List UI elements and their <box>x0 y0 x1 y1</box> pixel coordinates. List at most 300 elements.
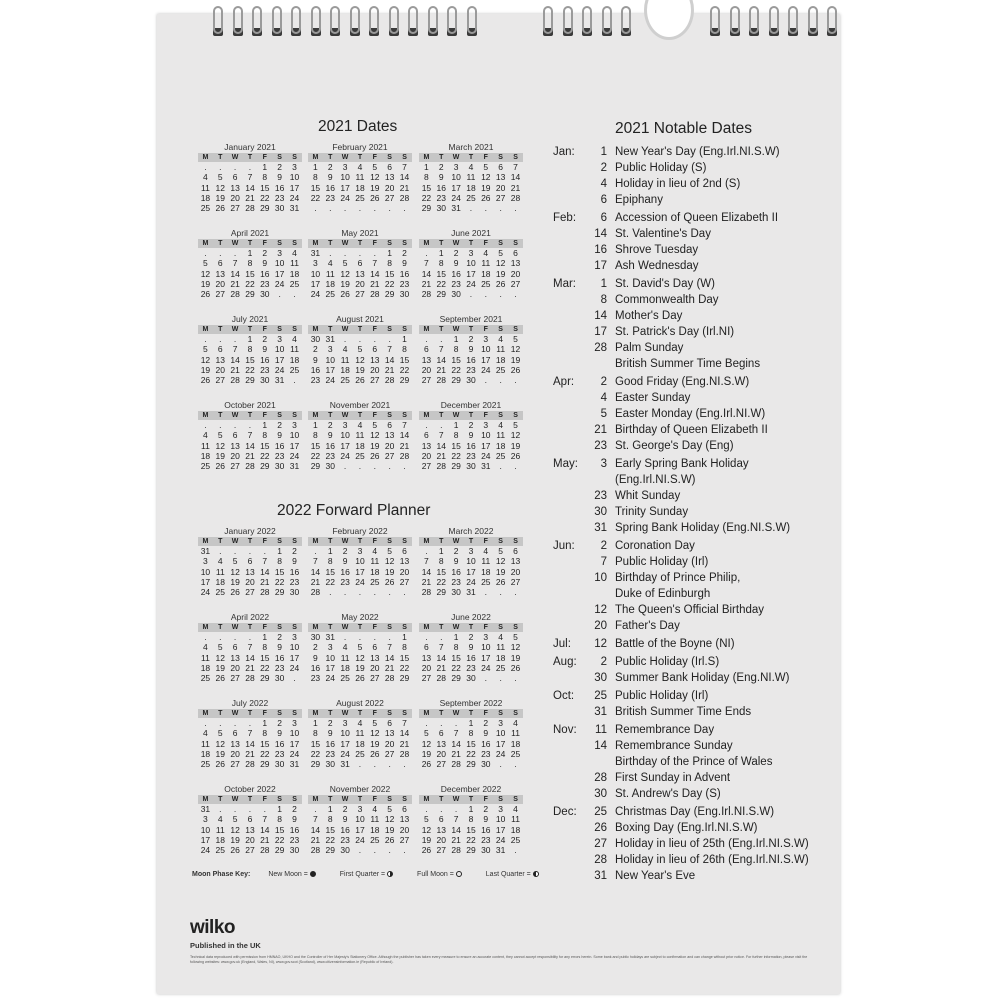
notable-event: Ash Wednesday <box>615 260 699 272</box>
weekday-header: S <box>287 537 302 546</box>
notable-date-row <box>553 688 833 704</box>
weekday-header: T <box>353 239 368 248</box>
day-cell: 10 <box>289 430 300 441</box>
notable-date-row <box>553 226 833 242</box>
day-cell: 23 <box>340 834 350 845</box>
day-cell: . <box>388 759 391 770</box>
notable-event: Public Holiday (Irl) <box>615 556 709 568</box>
day-cell: 15 <box>245 268 255 279</box>
day-cell: 8 <box>247 258 253 269</box>
day-cell: 25 <box>289 364 300 375</box>
weekday-header: S <box>397 411 412 420</box>
day-cell: 5 <box>217 728 223 739</box>
weekday-header: M <box>419 411 434 420</box>
day-cell: 6 <box>402 804 407 814</box>
day-cell: . <box>219 546 222 556</box>
weekday-header: F <box>478 411 493 420</box>
notable-day <box>587 472 615 488</box>
day-cell: . <box>440 632 443 642</box>
day-cell: 21 <box>451 834 461 845</box>
day-cell: 8 <box>262 642 268 653</box>
day-cell: 24 <box>355 576 365 587</box>
notable-event: Early Spring Bank Holiday <box>615 458 749 470</box>
day-cell: 17 <box>355 824 365 835</box>
day-cell: 17 <box>481 354 491 365</box>
day-cell: 2 <box>468 334 474 344</box>
full-moon-icon <box>456 871 462 877</box>
day-cell: 20 <box>370 364 380 375</box>
binding-ring <box>730 6 740 34</box>
month-table <box>308 623 412 683</box>
day-cell: 12 <box>370 430 380 441</box>
day-cell: . <box>440 718 443 728</box>
day-cell: . <box>343 203 347 214</box>
notable-month-label <box>553 160 587 176</box>
day-cell: 5 <box>372 718 378 728</box>
day-cell: . <box>358 203 362 214</box>
month-title: July 2022 <box>231 698 269 708</box>
month-table <box>419 537 523 597</box>
weekday-header: T <box>434 325 449 334</box>
month-table <box>419 239 523 299</box>
day-cell: 22 <box>310 192 321 203</box>
weekday-header: S <box>493 795 508 804</box>
day-cell: 15 <box>274 824 285 835</box>
day-cell: . <box>425 420 428 430</box>
day-cell: 29 <box>466 759 476 770</box>
day-cell: 9 <box>483 814 489 825</box>
day-cell: 8 <box>438 258 444 269</box>
day-cell: 28 <box>399 450 410 461</box>
day-cell: . <box>329 587 332 598</box>
day-cell: 16 <box>466 652 476 663</box>
weekday-header: S <box>397 325 412 334</box>
weekday-header: W <box>338 709 353 718</box>
day-cell: 1 <box>327 546 333 556</box>
day-cell: 29 <box>421 203 432 214</box>
day-cell: 18 <box>200 748 211 759</box>
day-cell: 9 <box>262 258 268 269</box>
day-cell: 7 <box>402 420 407 430</box>
month-calendar <box>198 698 302 769</box>
day-cell: . <box>403 203 406 214</box>
day-cell: 2 <box>277 420 282 430</box>
day-cell: 29 <box>451 375 461 386</box>
day-cell: . <box>425 546 428 556</box>
day-cell: 19 <box>510 652 521 663</box>
day-cell: 26 <box>384 834 395 845</box>
day-cell: 4 <box>498 420 503 430</box>
day-cell: 28 <box>245 673 255 684</box>
notable-day: 10 <box>594 572 607 584</box>
notable-event: Birthday of Prince Philip, <box>615 572 741 584</box>
day-cell: 24 <box>355 834 365 845</box>
day-cell: 23 <box>466 450 476 461</box>
day-cell: 22 <box>421 192 432 203</box>
day-cell: 4 <box>498 632 503 642</box>
month-calendar <box>308 612 412 683</box>
day-cell: 8 <box>262 172 268 183</box>
notable-date-row <box>553 324 833 340</box>
notable-month-label <box>553 868 587 884</box>
day-cell: . <box>343 587 347 598</box>
day-cell: 4 <box>292 248 297 258</box>
weekday-header: T <box>464 709 479 718</box>
notable-date-row <box>553 704 833 720</box>
day-cell: . <box>248 632 252 642</box>
day-cell: . <box>263 546 266 556</box>
day-cell: 14 <box>510 172 521 183</box>
day-cell: 29 <box>451 673 461 684</box>
notable-date-row <box>553 554 833 570</box>
day-cell: 29 <box>399 673 410 684</box>
day-cell: 11 <box>325 268 335 279</box>
day-cell: 13 <box>230 182 240 193</box>
notable-month-label: Feb: <box>553 212 577 224</box>
notable-event: Shrove Tuesday <box>615 244 699 256</box>
day-cell: 8 <box>277 556 282 567</box>
month-calendar <box>308 314 412 385</box>
moon-key-label: Moon Phase Key: <box>192 871 251 878</box>
day-cell: 2 <box>262 334 268 344</box>
day-cell: 14 <box>260 824 270 835</box>
notable-month-label <box>553 570 587 586</box>
binding-ring <box>428 6 438 34</box>
weekday-header: S <box>382 623 397 632</box>
day-cell: 29 <box>260 673 270 684</box>
day-cell: 5 <box>513 632 518 642</box>
day-cell: 13 <box>421 440 432 451</box>
day-cell: 1 <box>438 248 444 258</box>
day-cell: 20 <box>510 566 521 577</box>
day-cell: 18 <box>355 738 365 749</box>
day-cell: 25 <box>481 278 491 289</box>
day-cell: 21 <box>245 662 255 673</box>
day-cell: 14 <box>384 652 395 663</box>
day-cell: 24 <box>310 289 321 300</box>
day-cell: 18 <box>200 192 211 203</box>
notable-month-label: Dec: <box>553 806 577 818</box>
notable-month-label <box>553 754 587 770</box>
day-cell: 6 <box>372 642 378 653</box>
day-cell: 4 <box>372 546 378 556</box>
weekday-header: S <box>382 153 397 162</box>
day-cell: 25 <box>466 192 476 203</box>
day-cell: 1 <box>468 804 474 814</box>
day-cell: . <box>484 375 487 386</box>
notable-day: 14 <box>594 228 607 240</box>
weekday-header: F <box>367 325 382 334</box>
day-cell: 13 <box>495 172 506 183</box>
day-cell: 20 <box>495 182 506 193</box>
notable-day: 26 <box>594 822 607 834</box>
day-cell: 8 <box>327 814 333 825</box>
day-cell: . <box>373 203 376 214</box>
weekday-header: W <box>228 623 243 632</box>
notable-month-label <box>553 324 587 340</box>
first-quarter-moon-icon <box>387 871 393 877</box>
month-calendar <box>308 526 412 597</box>
day-cell: 28 <box>421 587 432 598</box>
day-cell: 10 <box>340 728 350 739</box>
notable-month-group <box>553 538 833 634</box>
day-cell: . <box>403 461 406 472</box>
day-cell: 28 <box>245 203 255 214</box>
day-cell: 9 <box>327 728 333 739</box>
weekday-header: W <box>449 411 464 420</box>
month-calendar <box>198 314 302 385</box>
notable-month-label <box>553 292 587 308</box>
day-cell: 17 <box>325 364 335 375</box>
day-cell: 4 <box>357 718 363 728</box>
day-cell: 27 <box>245 845 255 856</box>
day-cell: 4 <box>513 718 518 728</box>
spiral-binding <box>157 0 840 45</box>
day-cell: . <box>388 845 391 856</box>
day-cell: 16 <box>260 354 270 365</box>
day-cell: . <box>219 334 222 344</box>
day-cell: 3 <box>292 162 297 172</box>
day-cell: 22 <box>245 364 255 375</box>
month-table <box>419 623 523 683</box>
weekday-header: S <box>493 325 508 334</box>
weekday-header: T <box>353 153 368 162</box>
notable-date-row <box>553 654 833 670</box>
notable-month-group <box>553 654 833 686</box>
day-cell: 7 <box>247 430 253 441</box>
day-cell: . <box>499 203 502 214</box>
notable-month-label <box>553 176 587 192</box>
weekday-header: S <box>508 795 523 804</box>
day-cell: . <box>373 334 376 344</box>
day-cell: 13 <box>230 440 240 451</box>
day-cell: 2 <box>342 546 348 556</box>
month-title: April 2021 <box>230 228 270 238</box>
day-cell: 7 <box>247 728 253 739</box>
day-cell: 15 <box>451 652 461 663</box>
day-cell: 13 <box>245 566 255 577</box>
day-cell: 13 <box>230 652 240 663</box>
day-cell: . <box>373 248 376 258</box>
day-cell: 22 <box>325 834 335 845</box>
day-cell: 11 <box>340 652 350 663</box>
day-cell: 23 <box>260 278 270 289</box>
day-cell: 17 <box>340 440 350 451</box>
day-cell: 23 <box>436 192 446 203</box>
day-cell: 26 <box>230 845 240 856</box>
day-cell: 19 <box>215 662 225 673</box>
day-cell: 18 <box>289 268 300 279</box>
day-cell: . <box>233 162 237 172</box>
month-calendar <box>419 228 523 299</box>
day-cell: 11 <box>201 182 210 193</box>
day-cell: 12 <box>370 172 380 183</box>
day-cell: 13 <box>245 824 255 835</box>
day-cell: 26 <box>215 203 225 214</box>
day-cell: 1 <box>453 334 459 344</box>
day-cell: 18 <box>355 182 365 193</box>
day-cell: 17 <box>495 738 506 749</box>
weekday-header: M <box>308 795 323 804</box>
weekday-header: T <box>434 795 449 804</box>
day-cell: 31 <box>325 632 335 642</box>
day-cell: 15 <box>310 440 321 451</box>
day-cell: . <box>499 289 502 300</box>
day-cell: 25 <box>340 673 350 684</box>
day-cell: 19 <box>200 364 211 375</box>
day-cell: 19 <box>370 440 380 451</box>
notable-date-row <box>553 276 833 292</box>
day-cell: . <box>373 845 376 856</box>
weekday-header: T <box>213 411 228 420</box>
weekday-header: T <box>434 709 449 718</box>
weekday-header: T <box>323 411 338 420</box>
day-cell: 31 <box>289 203 300 214</box>
weekday-header: T <box>464 411 479 420</box>
day-cell: 4 <box>513 804 518 814</box>
day-cell: 26 <box>340 289 350 300</box>
notable-day: 30 <box>594 672 607 684</box>
day-cell: 26 <box>200 289 211 300</box>
month-title: August 2022 <box>336 698 384 708</box>
day-cell: 22 <box>310 450 321 461</box>
day-cell: 6 <box>513 546 518 556</box>
weekday-header: S <box>287 709 302 718</box>
day-cell: 26 <box>355 673 365 684</box>
day-cell: 22 <box>274 834 285 845</box>
weekday-header: M <box>308 325 323 334</box>
day-cell: 27 <box>399 576 410 587</box>
day-cell: . <box>233 546 237 556</box>
day-cell: 6 <box>372 344 378 355</box>
day-cell: 4 <box>292 334 297 344</box>
day-cell: 19 <box>384 566 395 577</box>
day-cell: 18 <box>215 576 225 587</box>
day-cell: 3 <box>498 804 503 814</box>
day-cell: . <box>219 248 222 258</box>
weekday-header: T <box>213 537 228 546</box>
day-cell: 28 <box>310 587 321 598</box>
month-calendar <box>198 612 302 683</box>
day-cell: 7 <box>402 162 407 172</box>
weekday-header: T <box>434 537 449 546</box>
day-cell: 23 <box>451 576 461 587</box>
day-cell: 9 <box>262 344 268 355</box>
day-cell: 27 <box>510 576 521 587</box>
notable-date-row <box>553 210 833 226</box>
notable-date-row <box>553 538 833 554</box>
day-cell: 30 <box>274 461 285 472</box>
day-cell: 15 <box>310 738 321 749</box>
notable-day: 11 <box>595 724 607 736</box>
day-cell: 10 <box>481 344 491 355</box>
day-cell: . <box>248 718 252 728</box>
weekday-header: T <box>213 709 228 718</box>
weekday-header: T <box>243 709 258 718</box>
day-cell: 19 <box>510 354 521 365</box>
day-cell: 7 <box>232 258 238 269</box>
day-cell: 7 <box>387 344 392 355</box>
day-cell: . <box>388 461 391 472</box>
day-cell: 9 <box>277 728 282 739</box>
day-cell: 8 <box>277 814 282 825</box>
day-cell: 24 <box>340 450 350 461</box>
day-cell: 1 <box>247 334 253 344</box>
day-cell: 29 <box>436 289 446 300</box>
day-cell: 4 <box>357 420 363 430</box>
day-cell: 18 <box>510 738 521 749</box>
weekday-header: F <box>478 537 493 546</box>
day-cell: 26 <box>481 192 491 203</box>
day-cell: 27 <box>421 375 432 386</box>
day-cell: 22 <box>451 364 461 375</box>
day-cell: 31 <box>200 546 211 556</box>
weekday-header: T <box>213 239 228 248</box>
notable-month-label: Apr: <box>553 376 575 388</box>
day-cell: 24 <box>340 748 350 759</box>
day-cell: 20 <box>245 834 255 845</box>
day-cell: 13 <box>384 728 395 739</box>
day-cell: 12 <box>421 738 432 749</box>
month-table <box>198 795 302 855</box>
day-cell: 14 <box>451 738 461 749</box>
day-cell: . <box>233 804 237 814</box>
day-cell: 13 <box>421 354 432 365</box>
notable-date-row <box>553 852 833 868</box>
day-cell: 22 <box>245 278 255 289</box>
notable-event: Christmas Day (Eng.Irl.NI.S.W) <box>615 806 775 818</box>
weekday-header: M <box>198 239 213 248</box>
notable-day: 23 <box>594 440 607 452</box>
day-cell: 16 <box>325 738 335 749</box>
notable-day: 2 <box>600 656 607 668</box>
notable-month-group <box>553 276 833 372</box>
binding-ring <box>291 6 301 34</box>
day-cell: 30 <box>451 587 461 598</box>
weekday-header: W <box>228 795 243 804</box>
day-cell: 26 <box>510 450 521 461</box>
month-title: November 2021 <box>329 400 391 410</box>
day-cell: 16 <box>340 824 350 835</box>
day-cell: 5 <box>357 344 363 355</box>
weekday-header: S <box>287 623 302 632</box>
day-cell: 26 <box>355 375 365 386</box>
day-cell: . <box>425 632 428 642</box>
day-cell: 16 <box>451 268 461 279</box>
weekday-header: S <box>287 325 302 334</box>
day-cell: 6 <box>247 814 253 825</box>
day-cell: 12 <box>481 172 491 183</box>
day-cell: 4 <box>217 556 223 567</box>
day-cell: 31 <box>495 845 506 856</box>
notable-date-row <box>553 192 833 208</box>
day-cell: 19 <box>355 662 365 673</box>
binding-ring <box>467 6 477 34</box>
day-cell: 22 <box>399 662 410 673</box>
day-cell: 8 <box>327 556 333 567</box>
month-calendar <box>419 612 523 683</box>
new-moon-icon <box>310 871 316 877</box>
day-cell: 18 <box>215 834 225 845</box>
day-cell: 1 <box>277 804 282 814</box>
day-cell: 23 <box>310 375 321 386</box>
weekday-header: M <box>308 411 323 420</box>
day-cell: 20 <box>384 738 395 749</box>
notable-event: New Year's Day (Eng.Irl.NI.S.W) <box>615 146 780 158</box>
day-cell: 15 <box>384 268 395 279</box>
day-cell: 16 <box>481 824 491 835</box>
day-cell: 19 <box>230 576 240 587</box>
